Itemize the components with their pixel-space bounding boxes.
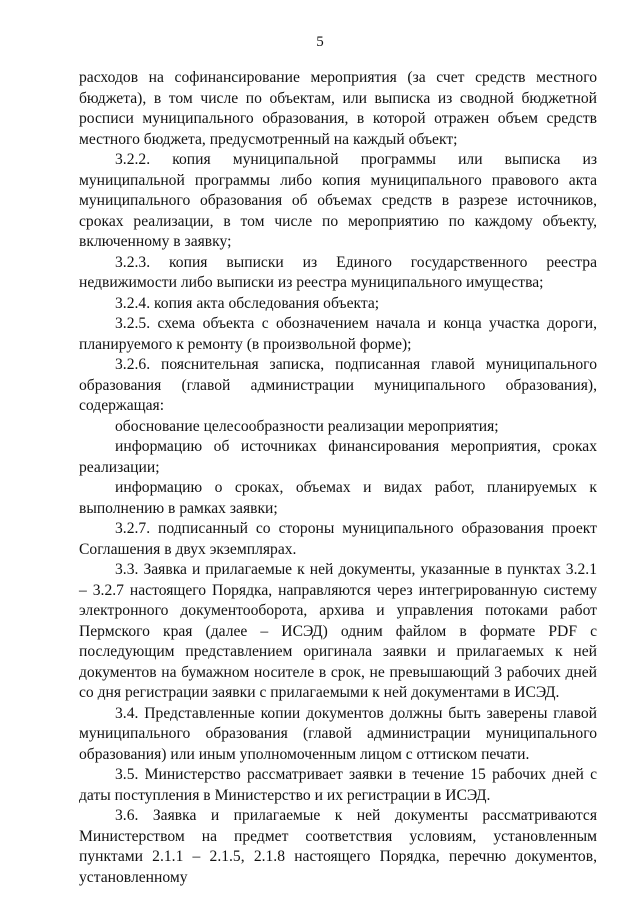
page-number: 5 — [316, 34, 324, 50]
paragraph-3-6: 3.6. Заявка и прилагаемые к ней документы рассматриваются Министерством на предмет соответствия условиям, установленным пунктами 2.1.1 – 2.1.5, 2.1.8 настоящего Порядка, перечню документов, установленному — [79, 807, 597, 886]
paragraph-3-2-2: 3.2.2. копия муниципальной программы или выписка из муниципальной программы либо копия муниципального правового акта муниципального образования об объемах средств в разрезе источников, сроках реализации, в том числе по мероприятию по каждому объекту, включенному в заявку; — [79, 151, 597, 250]
paragraph-justification: обоснование целесообразности реализации мероприятия; — [115, 417, 499, 435]
paragraph-3-2-4: 3.2.4. копия акта обследования объекта; — [115, 294, 380, 312]
paragraph-3-3: 3.3. Заявка и прилагаемые к ней документы, указанные в пунктах 3.2.1 – 3.2.7 настоящего Порядка, направляются через интегрированную систему электронного документооборота, архива и управления потоками работ Пермского края (далее – ИСЭД) одним файлом в формате PDF с последующим представлением оригинала заявки и прилагаемых к ней документов на бумажном носителе в срок, не превышающий 3 рабочих дней со дня регистрации заявки с прилагаемыми к ней документами в ИСЭД. — [79, 561, 597, 701]
paragraph-3-5: 3.5. Министерство рассматривает заявки в течение 15 рабочих дней с даты поступления в Министерство и их регистрации в ИСЭД. — [79, 766, 597, 804]
paragraph-3-4: 3.4. Представленные копии документов должны быть заверены главой муниципального образования (главой администрации муниципального образования) или иным уполномоченным лицом с оттиском печати. — [79, 704, 597, 763]
paragraph-funding-sources: информацию об источниках финансирования мероприятия, сроках реализации; — [79, 438, 597, 476]
paragraph-3-2-3: 3.2.3. копия выписки из Единого государственного реестра недвижимости либо выписки из реестра муниципального имущества; — [79, 253, 597, 291]
paragraph-continuation: расходов на софинансирование мероприятия (за счет средств местного бюджета), в том числе по объектам, или выписка из сводной бюджетной росписи муниципального образования, в которой отражен объем средств местного бюджета, предусмотренный на каждый объект; — [79, 69, 597, 148]
paragraph-3-2-6: 3.2.6. пояснительная записка, подписанная главой муниципального образования (главой администрации муниципального образования), содержащая: — [79, 356, 597, 414]
paragraph-works-info: информацию о сроках, объемах и видах работ, планируемых к выполнению в рамках заявки; — [79, 479, 597, 517]
document-body — [79, 68, 597, 888]
paragraph-3-2-5: 3.2.5. схема объекта с обозначением начала и конца участка дороги, планируемого к ремонту (в произвольной форме); — [79, 315, 597, 353]
paragraph-3-2-7: 3.2.7. подписанный со стороны муниципального образования проект Соглашения в двух экземплярах. — [79, 520, 597, 558]
